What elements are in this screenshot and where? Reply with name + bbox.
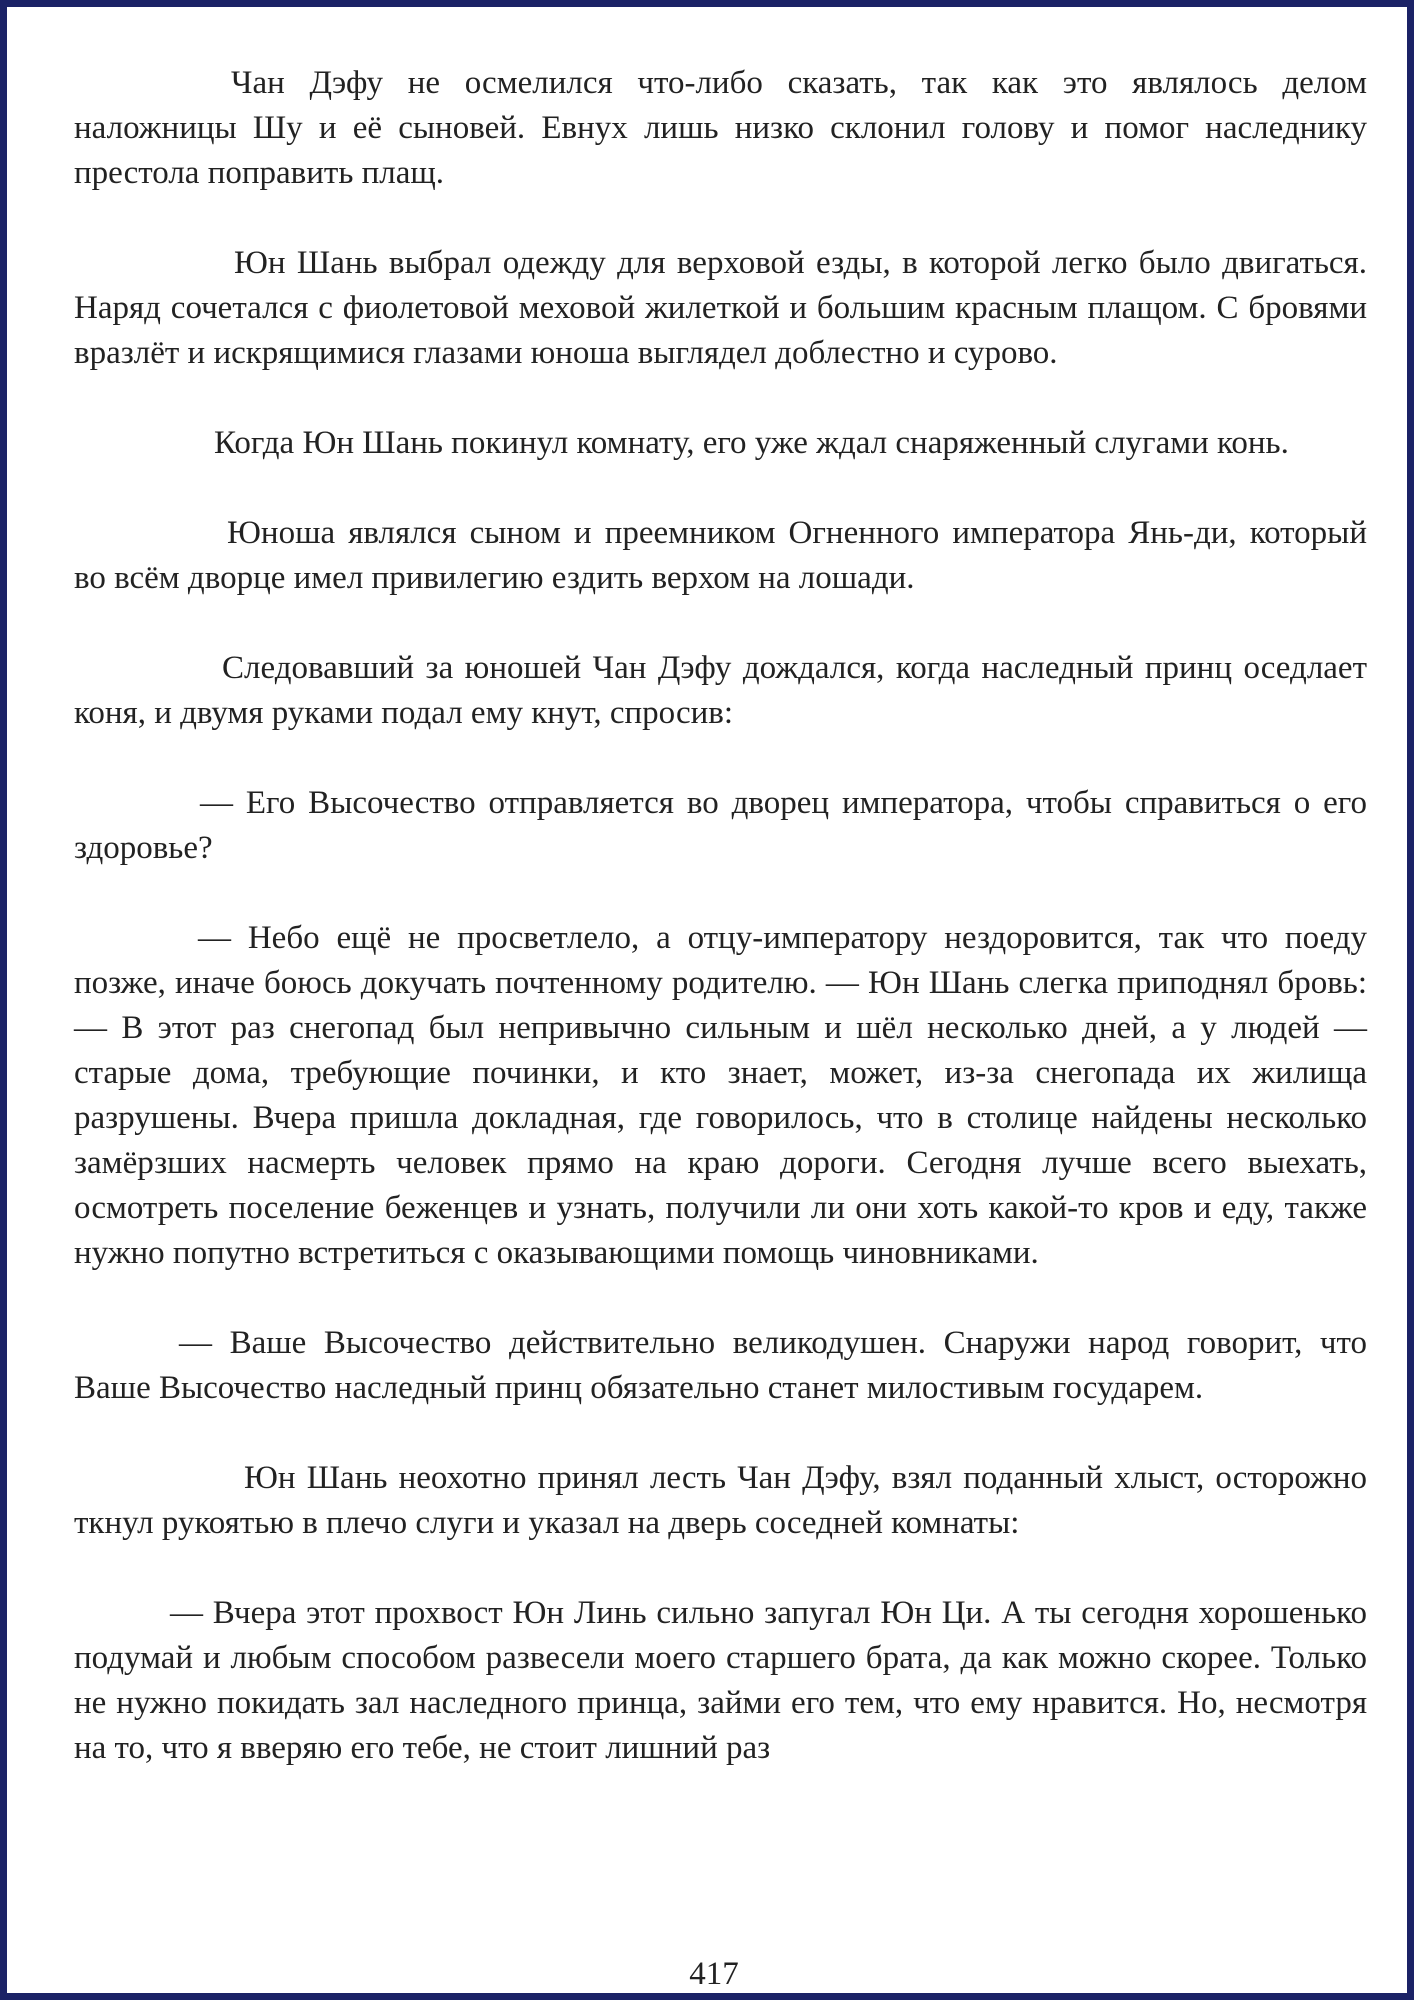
paragraph-10: — Вчера этот прохвост Юн Линь сильно запугал Юн Ци. А ты сегодня хорошенько подумай и любым способом развесели моего старшего брата, да как можно скорее. Только не нужно покидать зал наследного принца, займи его тем, что ему нравится. Но, несмотря на то, что я вверяю его тебе, не стоит лишний раз — [74, 1595, 1367, 1766]
paragraph-6: — Его Высочество отправляется во дворец императора, чтобы справиться о его здоровье? — [74, 785, 1367, 866]
text-body — [74, 61, 1367, 1771]
paragraph-4: Юноша являлся сыном и преемником Огненного императора Янь-ди, который во всём дворце имел привилегию ездить верхом на лошади. — [74, 515, 1367, 596]
paragraph-7: — Небо ещё не просветлело, а отцу-императору нездоровится, так что поеду позже, иначе боюсь докучать почтенному родителю. — Юн Шань слегка приподнял бровь: — В этот раз снегопад был непривычно сильным и шёл несколько дней, а у людей — старые дома, требующие починки, и кто знает, может, из-за снегопада их жилища разрушены. Вчера пришла докладная, где говорилось, что в столице найдены несколько замёрзших насмерть человек прямо на краю дороги. Сегодня лучше всего выехать, осмотреть поселение беженцев и узнать, получили ли они хоть какой-то кров и еду, также нужно попутно встретиться с оказывающими помощь чиновниками. — [74, 920, 1367, 1271]
page-number: 417 — [689, 1956, 739, 1992]
paragraph-9: Юн Шань неохотно принял лесть Чан Дэфу, взял поданный хлыст, осторожно ткнул рукоятью в плечо слуги и указал на дверь соседней комнаты: — [74, 1460, 1367, 1541]
paragraph-5: Следовавший за юношей Чан Дэфу дождался, когда наследный принц оседлает коня, и двумя руками подал ему кнут, спросив: — [74, 650, 1367, 731]
paragraph-8: — Ваше Высочество действительно великодушен. Снаружи народ говорит, что Ваше Высочество наследный принц обязательно станет милостивым государем. — [74, 1325, 1367, 1406]
paragraph-3: Когда Юн Шань покинул комнату, его уже ждал снаряженный слугами конь. — [214, 425, 1289, 461]
paragraph-1: Чан Дэфу не осмелился что-либо сказать, так как это являлось делом наложницы Шу и её сыновей. Евнух лишь низко склонил голову и помог наследнику престола поправить плащ. — [74, 65, 1367, 191]
paragraph-2: Юн Шань выбрал одежду для верховой езды, в которой легко было двигаться. Наряд сочетался с фиолетовой меховой жилеткой и большим красным плащом. С бровями вразлёт и искрящимися глазами юноша выглядел доблестно и сурово. — [74, 245, 1367, 371]
